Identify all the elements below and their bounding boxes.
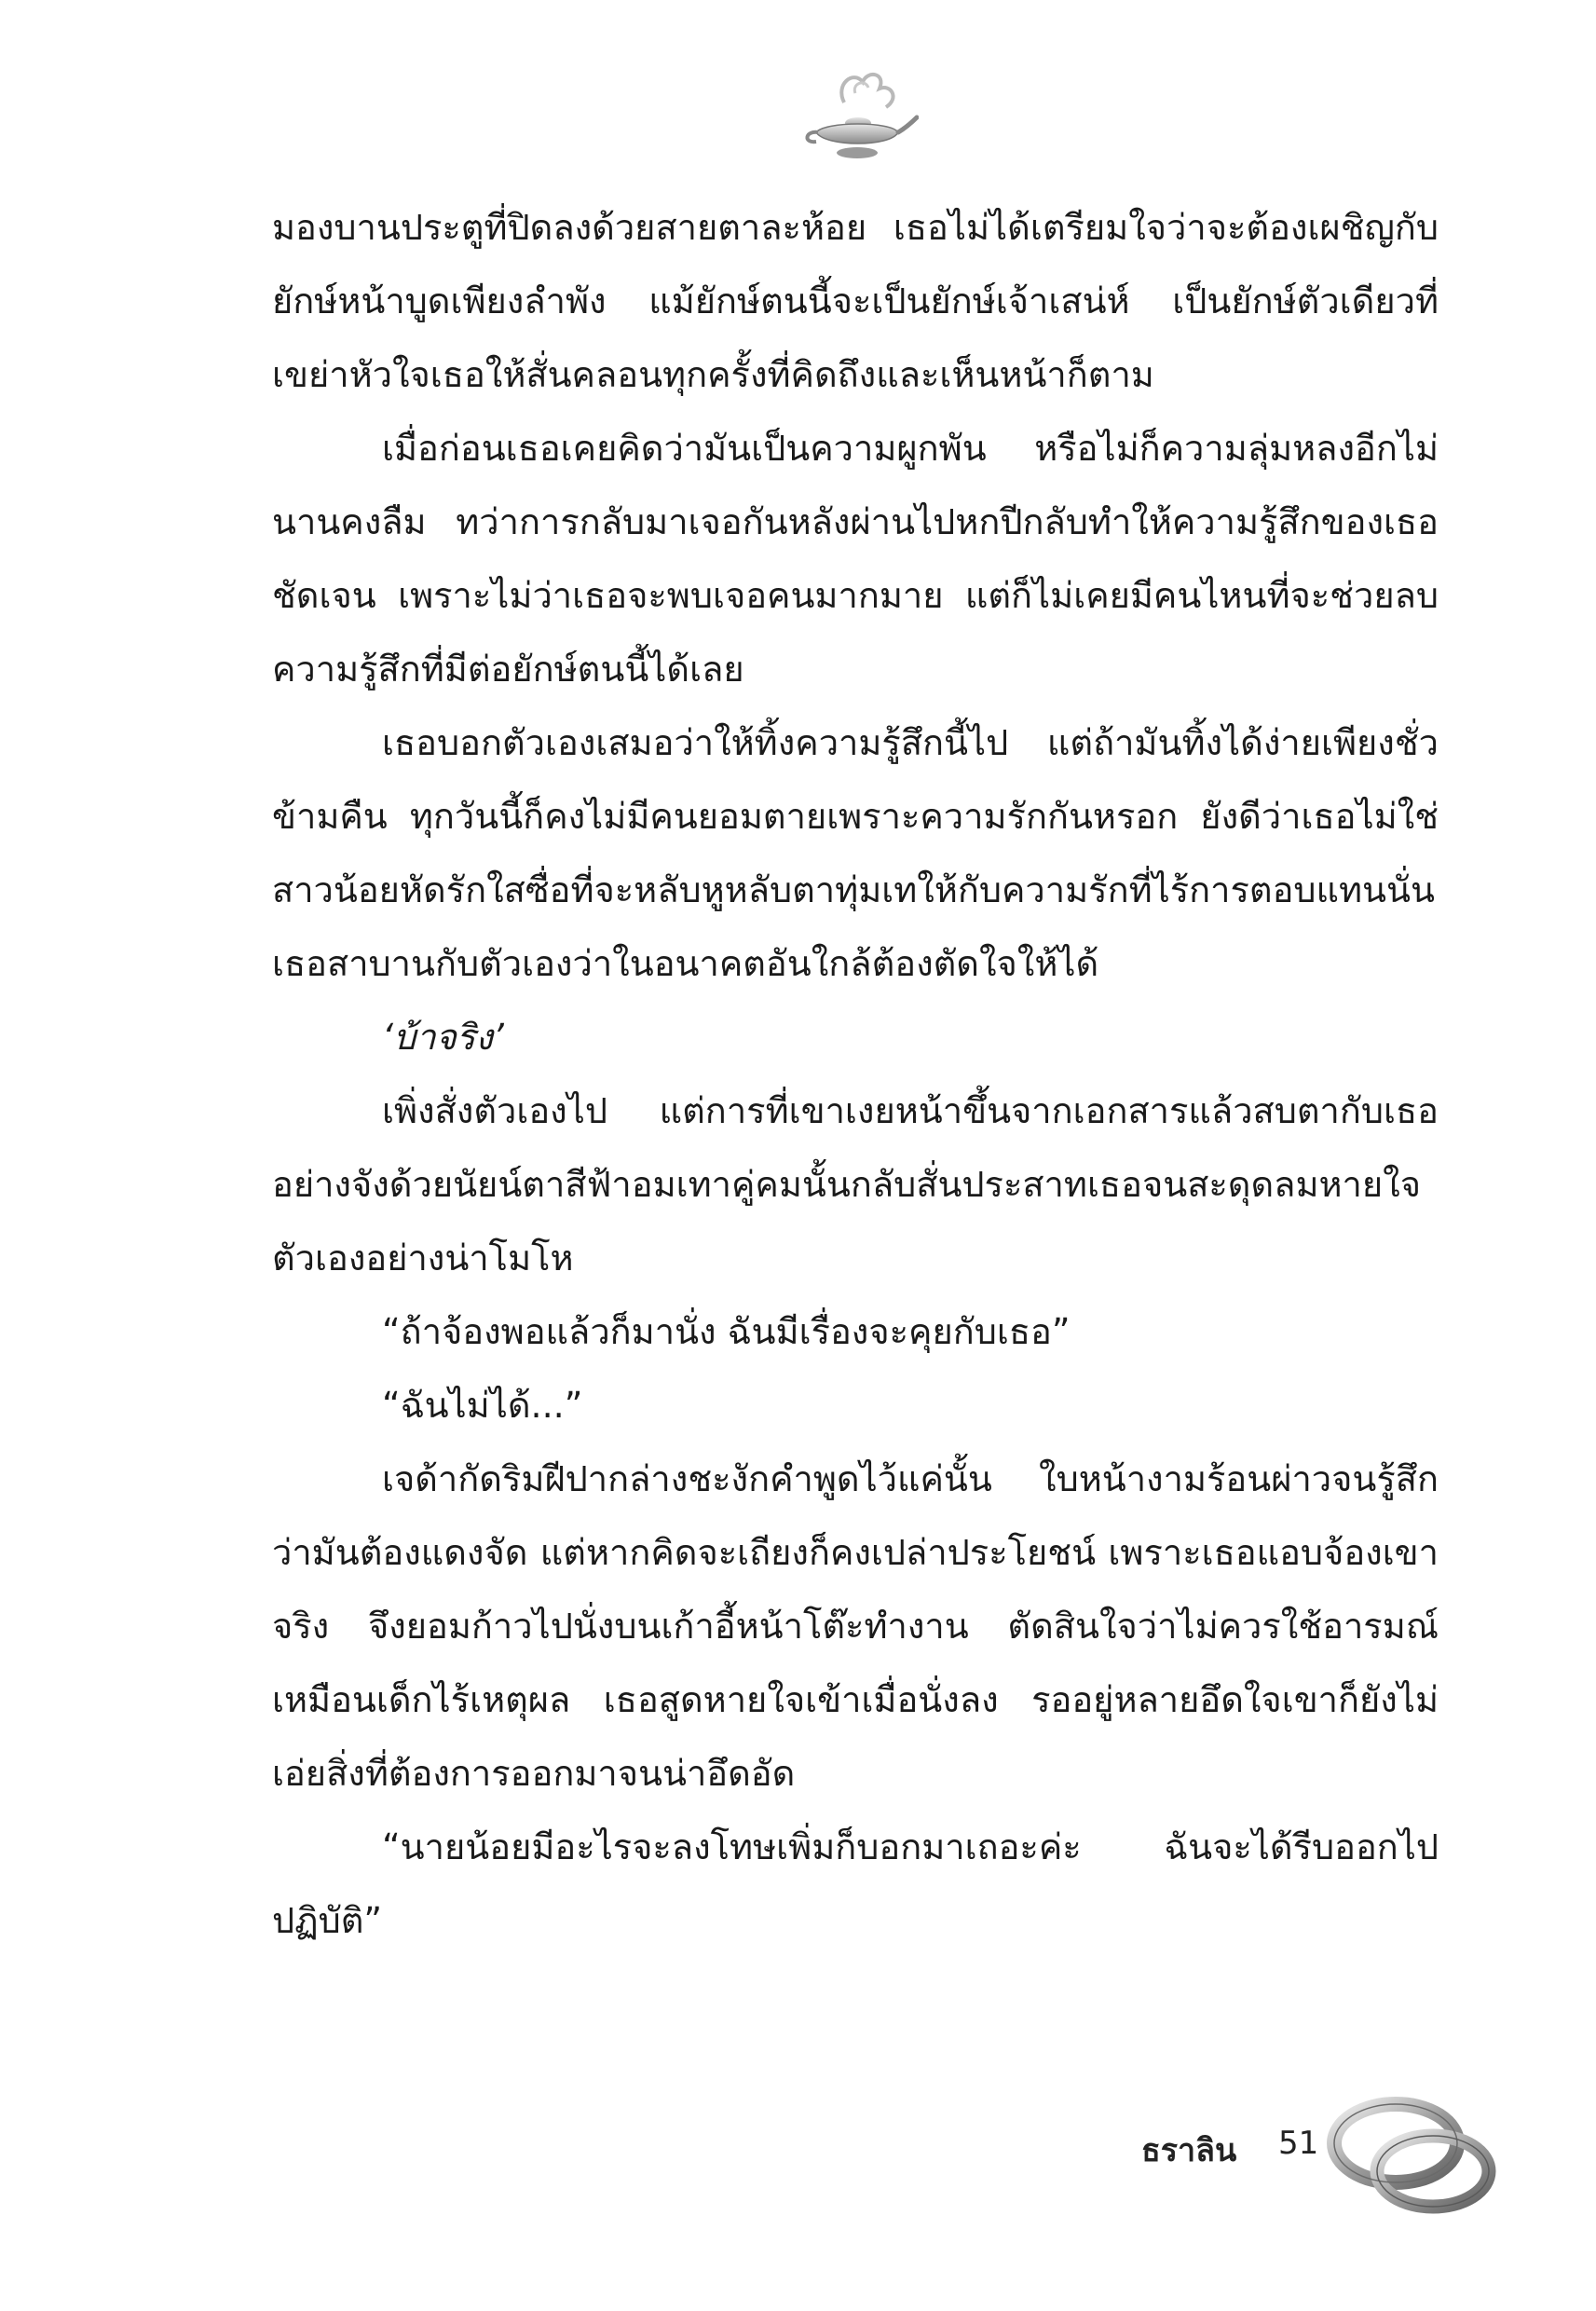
paragraph: มองบานประตูที่ปิดลงด้วยสายตาละห้อย เธอไม่ได้เตรียมใจว่าจะต้องเผชิญกับยักษ์หน้าบูดเพียงลำพัง แม้ยักษ์ตนนี้จะเป็นยักษ์เจ้าเสน่ห์ เป็นยักษ์ตัวเดียวที่เขย่าหัวใจเธอให้สั่นคลอนทุกครั้งที่คิดถึงและเห็นหน้าก็ตาม	[272, 207, 1439, 395]
body-text	[272, 191, 1439, 1958]
paragraph: เมื่อก่อนเธอเคยคิดว่ามันเป็นความผูกพัน หรือไม่ก็ความลุ่มหลงอีกไม่นานคงลืม ทว่าการกลับมาเจอกันหลังผ่านไปหกปีกลับทำให้ความรู้สึกของเธอชัดเจน เพราะไม่ว่าเธอจะพบเจอคนมากมาย แต่ก็ไม่เคยมีคนไหนที่จะช่วยลบความรู้สึกที่มีต่อยักษ์ตนนี้ได้เลย	[272, 428, 1439, 690]
dialogue-line: “นายน้อยมีอะไรจะลงโทษเพิ่มก็บอกมาเถอะค่ะ ฉันจะได้รีบออกไปปฏิบัติ”	[272, 1826, 1439, 1941]
footer-author: ธราลิน	[1141, 2132, 1237, 2169]
paragraph: เพิ่งสั่งตัวเองไป แต่การที่เขาเงยหน้าขึ้นจากเอกสารแล้วสบตากับเธออย่างจังด้วยนัยน์ตาสีฟ้าอมเทาคู่คมนั้นกลับสั่นประสาทเธอจนสะดุดลมหายใจตัวเองอย่างน่าโมโห	[272, 1090, 1439, 1279]
wedding-rings-icon	[1323, 2078, 1500, 2227]
inner-thought: ‘บ้าจริง’	[382, 1017, 504, 1058]
dialogue-line: “ฉันไม่ได้...”	[382, 1385, 583, 1426]
page-number: 51	[1278, 2125, 1319, 2162]
paragraph: เจด้ากัดริมฝีปากล่างชะงักคำพูดไว้แค่นั้น ใบหน้างามร้อนผ่าวจนรู้สึกว่ามันต้องแดงจัด แต่หากคิดจะเถียงก็คงเปล่าประโยชน์ เพราะเธอแอบจ้องเขาจริง จึงยอมก้าวไปนั่งบนเก้าอี้หน้าโต๊ะทำงาน ตัดสินใจว่าไม่ควรใช้อารมณ์เหมือนเด็กไร้เหตุผล เธอสูดหายใจเข้าเมื่อนั่งลง รออยู่หลายอึดใจเขาก็ยังไม่เอ่ยสิ่งที่ต้องการออกมาจนน่าอึดอัด	[272, 1458, 1439, 1794]
dialogue-line: “ถ้าจ้องพอแล้วก็มานั่ง ฉันมีเรื่องจะคุยกับเธอ”	[382, 1311, 1071, 1352]
magic-lamp-ornament-icon	[798, 65, 919, 168]
paragraph: เธอบอกตัวเองเสมอว่าให้ทิ้งความรู้สึกนี้ไป แต่ถ้ามันทิ้งได้ง่ายเพียงชั่วข้ามคืน ทุกวันนี้ก็คงไม่มีคนยอมตายเพราะความรักกันหรอก ยังดีว่าเธอไม่ใช่สาวน้อยหัดรักใสซื่อที่จะหลับหูหลับตาทุ่มเทให้กับความรักที่ไร้การตอบแทนนั่น เธอสาบานกับตัวเองว่าในอนาคตอันใกล้ต้องตัดใจให้ได้	[272, 722, 1439, 984]
